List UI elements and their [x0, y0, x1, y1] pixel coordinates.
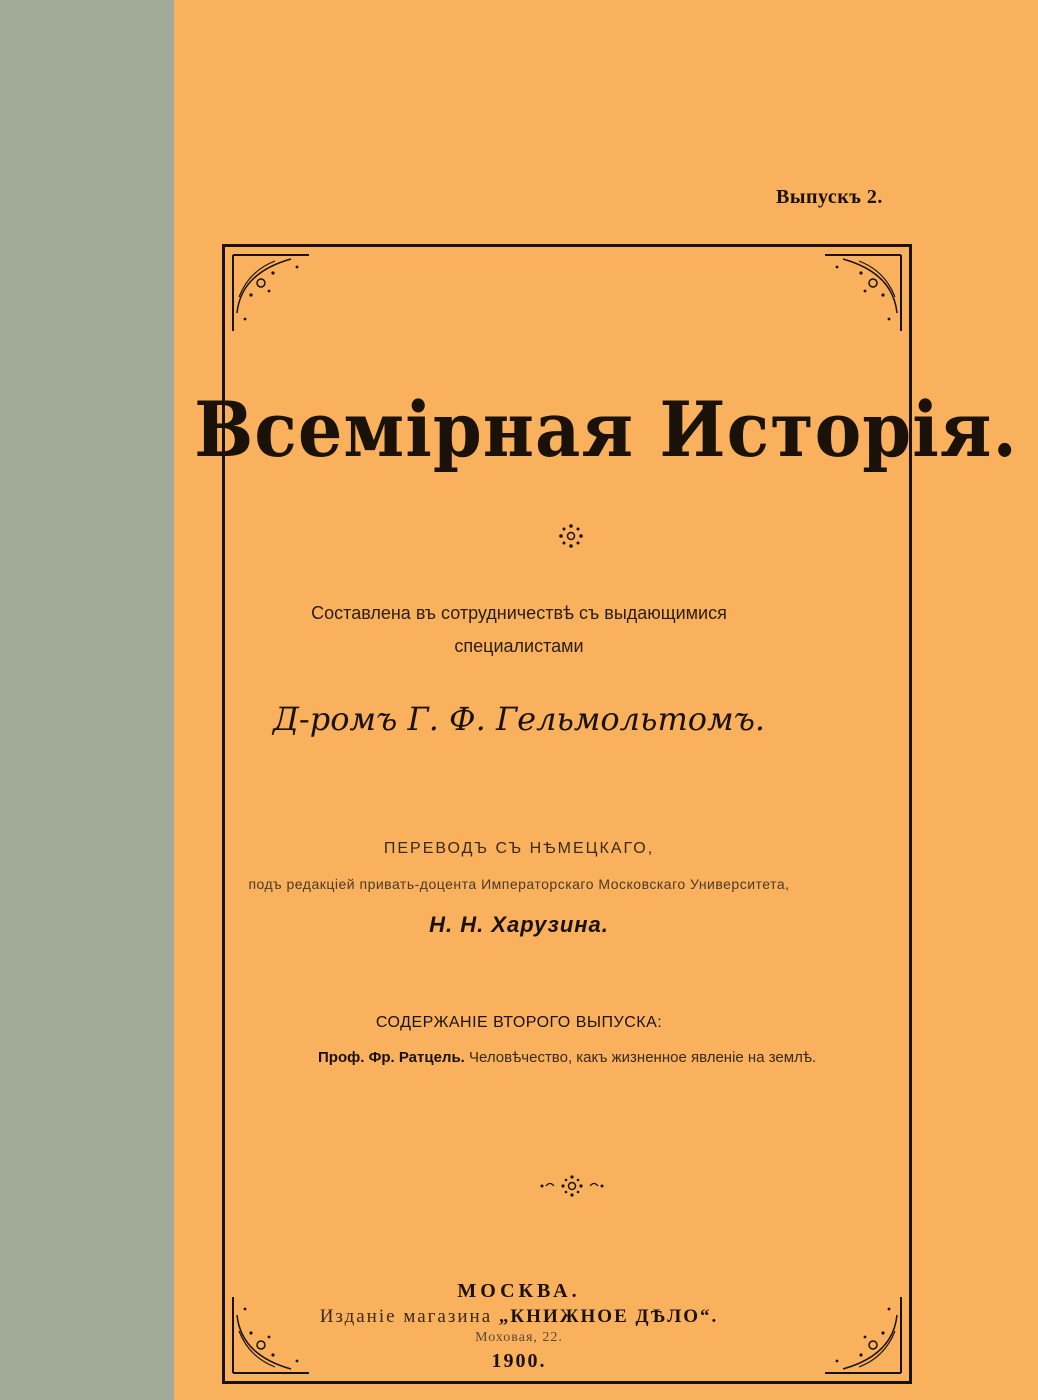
corner-ornament-icon [823, 253, 903, 333]
contents-heading: СОДЕРЖАНІЕ ВТОРОГО ВЫПУСКА: [375, 1014, 663, 1031]
editor-name: Н. Н. Харузина. [429, 912, 609, 937]
publisher-line [0, 1306, 1038, 1328]
divider-ornament-icon [536, 1172, 608, 1200]
publication-year: 1900. [491, 1350, 547, 1372]
compiled-line-1: Составлена въ сотрудничествѣ съ выдающимися [311, 603, 727, 623]
publisher-name: „КНИЖНОЕ ДѢЛО“. [498, 1306, 719, 1327]
contents-entry [318, 1048, 828, 1068]
article-author: Проф. Фр. Ратцель. [318, 1049, 465, 1066]
compiled-line-2: специалистами [454, 636, 584, 656]
publisher-prefix: Изданіе магазина [319, 1306, 493, 1327]
book-title: Всемірная Исторія. [194, 384, 1018, 475]
editorship-note: подъ редакціей привать-доцента Императорскаго Московскаго Университета, [248, 876, 790, 892]
author-name: Д-ромъ Г. Ф. Гельмольтомъ. [272, 700, 766, 738]
star-ornament-icon [557, 522, 585, 550]
publisher-address: Моховая, 22. [475, 1330, 563, 1345]
publication-city: МОСКВА. [457, 1280, 581, 1302]
article-title: Человѣчество, какъ жизненное явленіе на землѣ. [469, 1049, 817, 1066]
translation-note: ПЕРЕВОДЪ СЪ НѢМЕЦКАГО, [383, 840, 655, 857]
issue-label: Выпускъ 2. [776, 186, 883, 208]
corner-ornament-icon [231, 253, 311, 333]
